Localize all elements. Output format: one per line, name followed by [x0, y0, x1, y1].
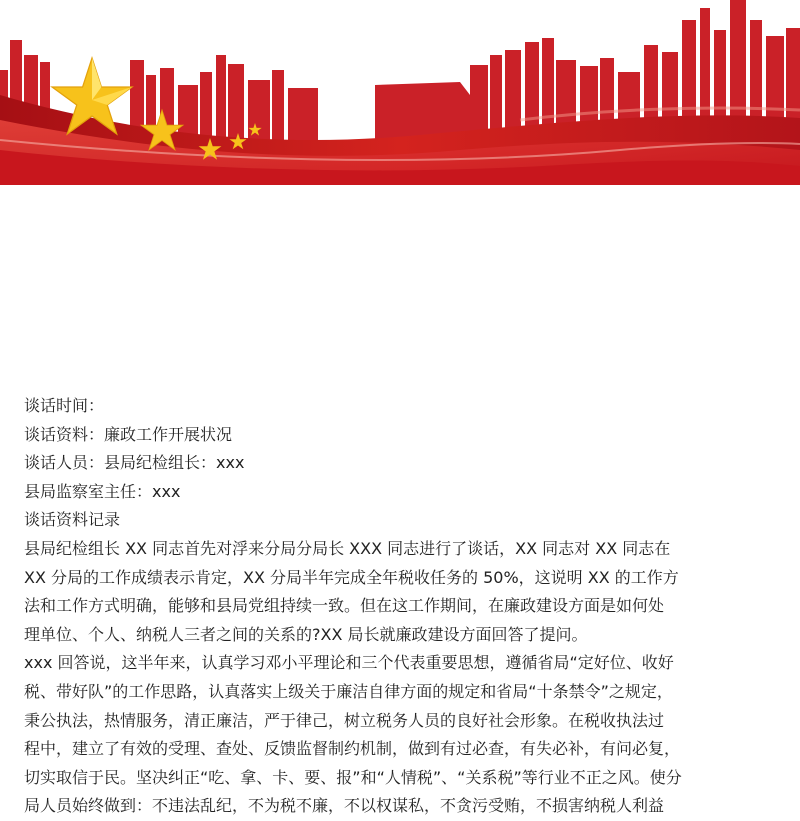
paragraph-line: 程中，建立了有效的受理、查处、反馈监督制约机制，做到有过必查，有失必补，有问必复， — [24, 739, 681, 759]
paragraph-line: 秉公执法，热情服务，清正廉洁，严于律己，树立税务人员的良好社会形象。在税收执法过 — [24, 710, 665, 730]
paragraph-1 — [24, 535, 784, 649]
paragraph-line: 局人员始终做到：不违法乱纪，不为税不廉，不以权谋私，不贪污受贿，不损害纳税人利益 — [24, 796, 665, 816]
supervisor-line: 县局监察室主任：xxx — [24, 481, 181, 501]
record-heading: 谈话资料记录 — [24, 510, 121, 530]
talk-time-line: 谈话时间： — [24, 396, 105, 415]
paragraph-line: 县局纪检组长 XX 同志首先对浮来分局分局长 XXX 同志进行了谈话，XX 同志对 XX 同志在 — [24, 538, 671, 558]
talk-participant-line: 谈话人员：县局纪检组长：xxx — [24, 453, 245, 473]
paragraph-2 — [24, 649, 784, 821]
paragraph-line: XX 分局的工作成绩表示肯定，XX 分局半年完成全年税收任务的 50%，这说明 XX 的工作方 — [24, 567, 679, 587]
paragraph-line: 理单位、个人、纳税人三者之间的关系的?XX 局长就廉政建设方面回答了提问。 — [24, 624, 588, 644]
paragraph-line: 切实取信于民。坚决纠正“吃、拿、卡、要、报”和“人情税”、“关系税”等行业不正之风。使分 — [24, 767, 682, 787]
paragraph-line: xxx 回答说，这半年来，认真学习邓小平理论和三个代表重要思想，遵循省局“定好位、收好 — [24, 653, 674, 673]
talk-subject-line: 谈话资料：廉政工作开展状况 — [24, 424, 233, 444]
document-body — [24, 392, 784, 821]
paragraph-line: 税、带好队”的工作思路，认真落实上级关于廉洁自律方面的规定和省局“十条禁令”之规定， — [24, 681, 673, 701]
header-banner — [0, 0, 800, 185]
banner-graphic — [0, 0, 800, 185]
paragraph-line: 法和工作方式明确，能够和县局党组持续一致。但在这工作期间，在廉政建设方面是如何处 — [24, 596, 665, 616]
